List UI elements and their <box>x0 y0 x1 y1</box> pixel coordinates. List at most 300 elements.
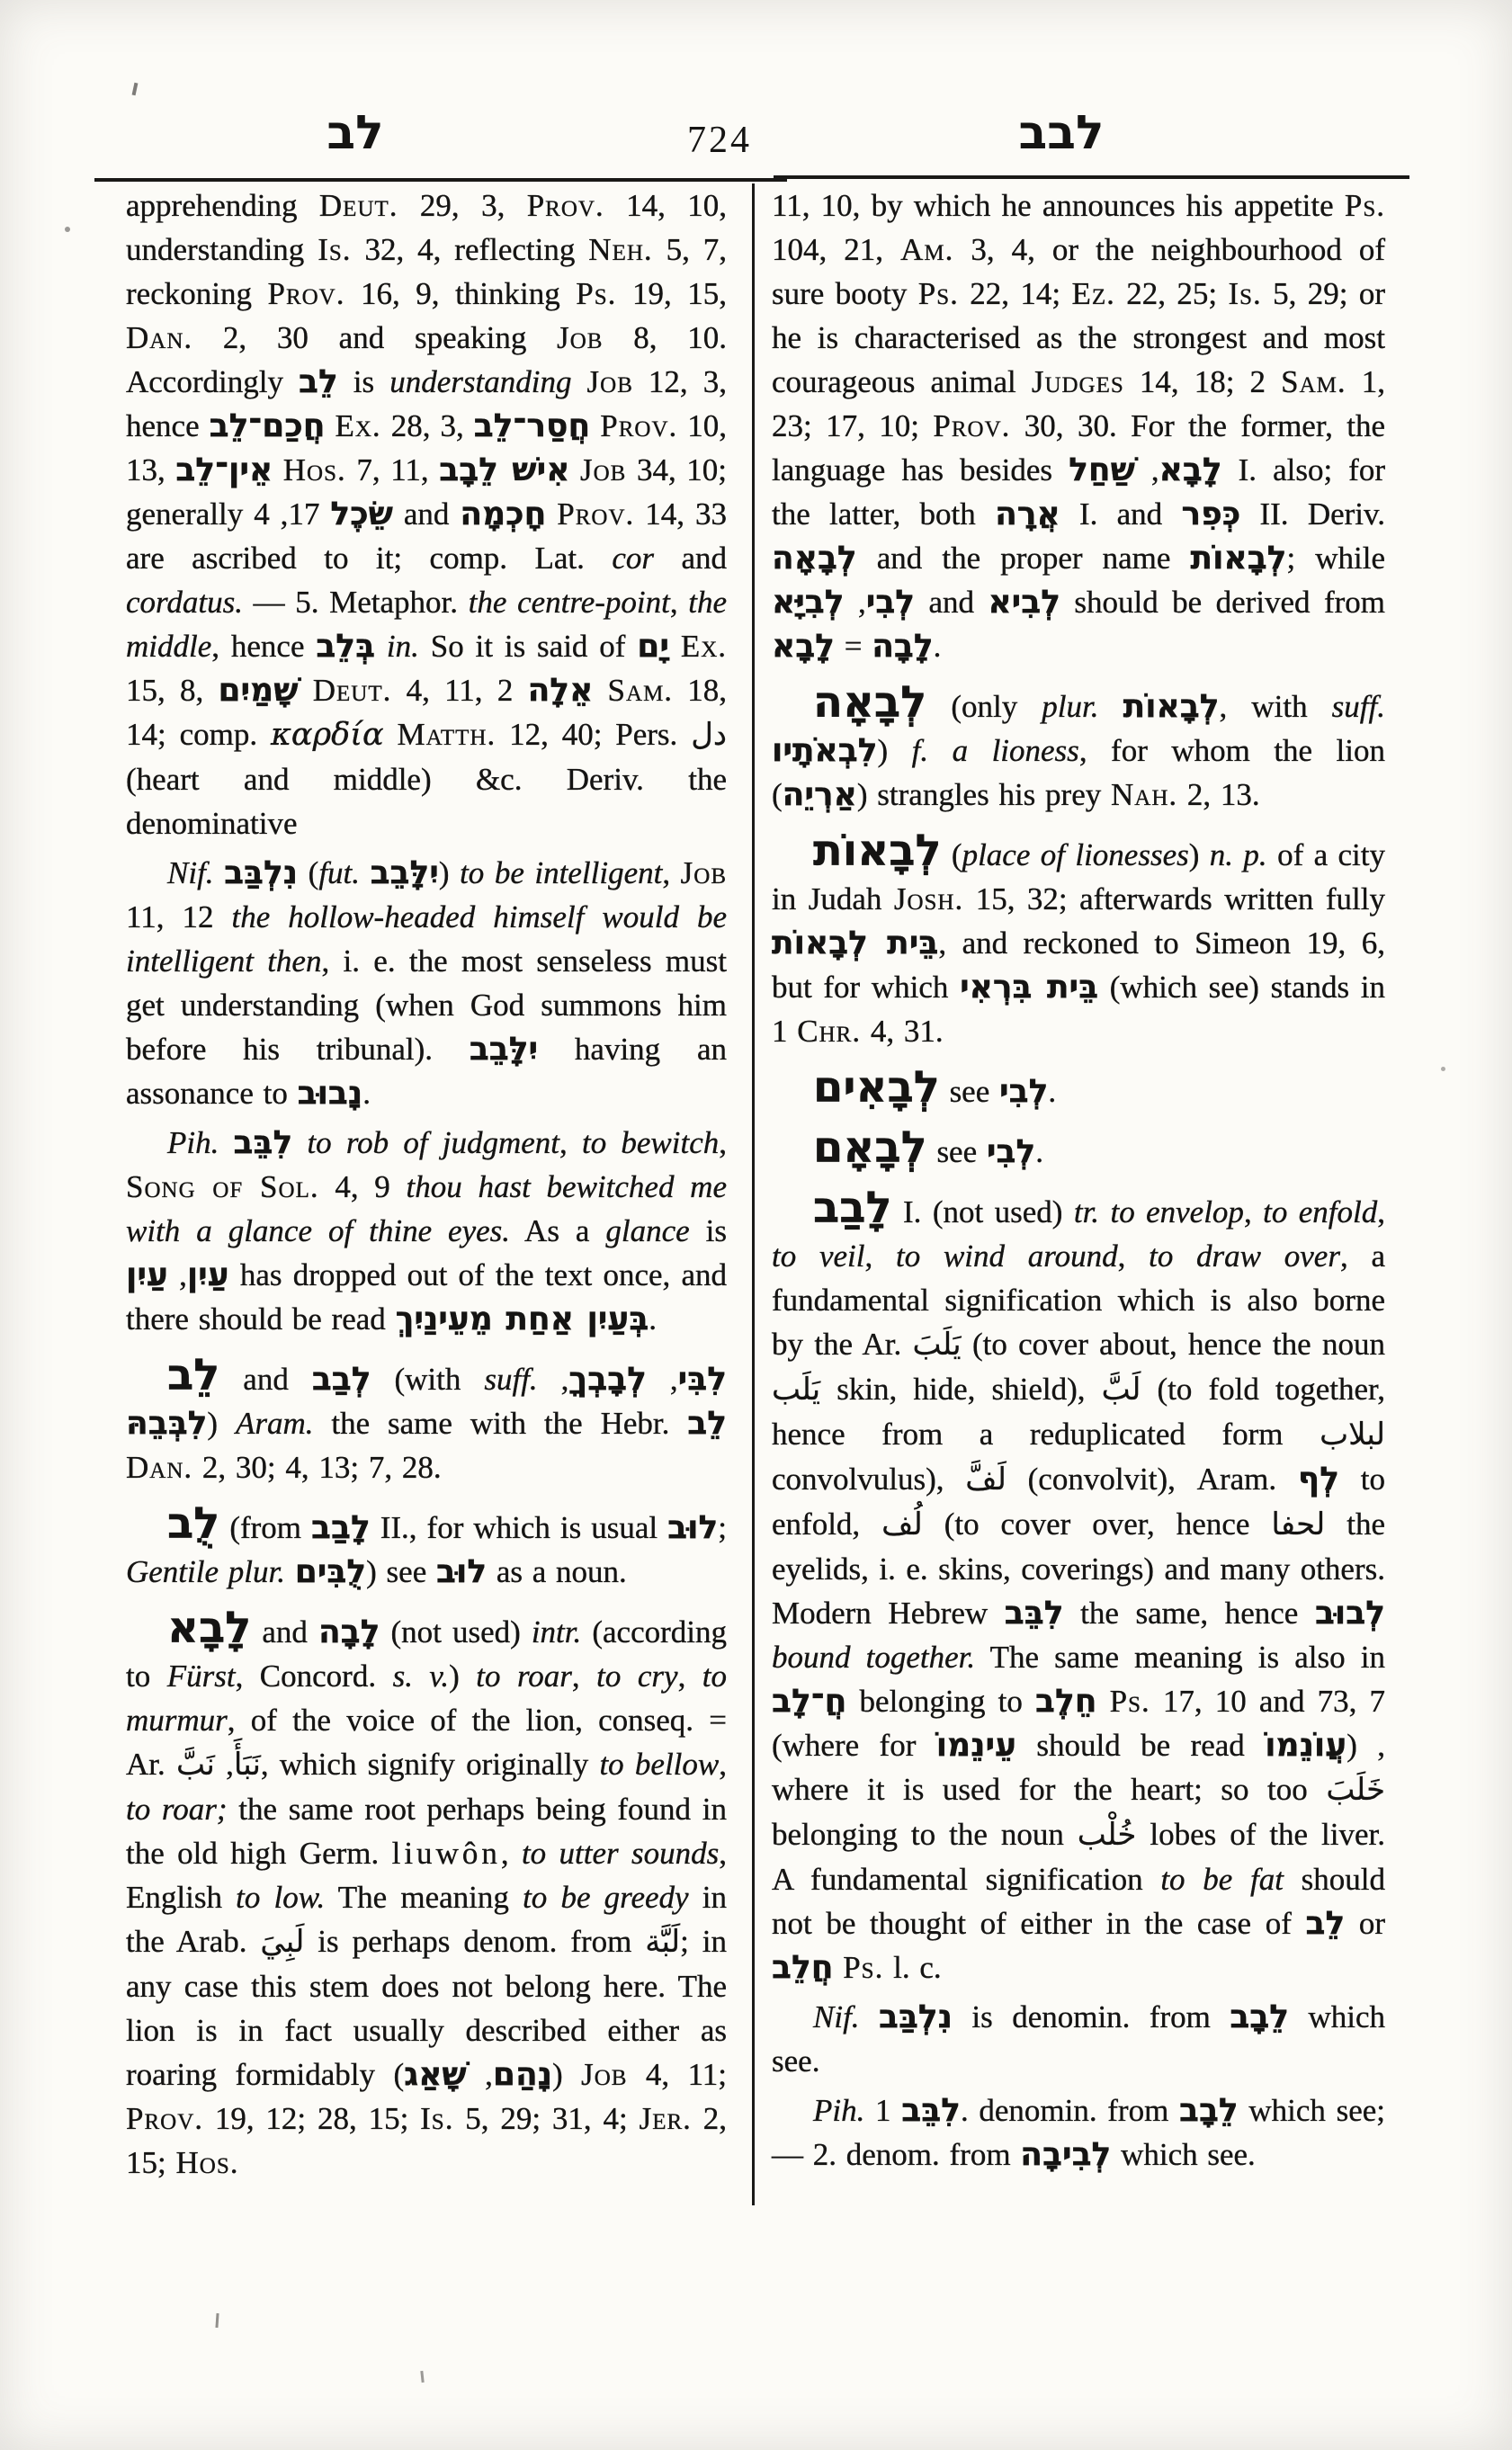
text-run: 5, 7, reckoning <box>126 232 727 311</box>
text-run <box>273 452 283 487</box>
text-run: see <box>926 1134 987 1169</box>
scripture-reference: Job <box>580 452 627 487</box>
text-run: l. c. <box>883 1950 942 1985</box>
scan-speck <box>420 2371 424 2383</box>
hebrew-text-run: לְבִיא <box>988 583 1060 621</box>
arabic-text-run: لحفا <box>1271 1507 1326 1542</box>
text-run: to veil <box>772 1238 865 1274</box>
text-run: skin, hide, shield), <box>820 1372 1102 1407</box>
text-run: the eyelids, i. e. skins, coverings) and many others. Modern Hebrew <box>772 1507 1386 1631</box>
text-run <box>538 1362 561 1397</box>
text-run: , <box>560 1362 569 1397</box>
text-run: (not used) <box>380 1614 532 1650</box>
text-run: to bellow <box>599 1747 720 1782</box>
text-run: 2, 13. <box>1177 777 1260 812</box>
text-run: convolvulus), <box>772 1462 966 1497</box>
text-run: (which see) stands in 1 <box>772 970 1385 1049</box>
text-run: 11, 10, by which he announces his appetite <box>772 188 1345 223</box>
text-run: fut. <box>318 855 361 890</box>
header-catchword-left: לב <box>327 105 384 160</box>
text-run: (convolvit), Aram. <box>1006 1462 1298 1497</box>
text-run: to roar <box>476 1659 572 1694</box>
text-run: belonging to the noun <box>772 1817 1078 1852</box>
text-run: understanding <box>389 364 572 399</box>
text-run: , <box>646 1362 678 1397</box>
text-run: , which signify originally <box>260 1747 600 1782</box>
scripture-reference: Job <box>557 320 604 355</box>
hebrew-text-run: עַיִן <box>186 1256 229 1293</box>
text-run: 17, 4 and <box>254 496 461 532</box>
scripture-reference: Ps. <box>1344 188 1385 223</box>
text-run: , and reckoned to Simeon 19, 6, but for which <box>772 925 1386 1005</box>
hebrew-headword: לֵב <box>167 1350 220 1400</box>
text-run: = <box>834 629 872 664</box>
text-run <box>864 2093 875 2128</box>
text-run: f. a lioness <box>911 733 1079 768</box>
text-run: , <box>719 1125 727 1160</box>
scripture-reference: Ps. <box>917 276 959 311</box>
text-run: s. v. <box>392 1659 450 1694</box>
text-run: 19, 12; 28, 15; <box>203 2101 421 2136</box>
scan-speck <box>132 83 139 96</box>
arabic-text-run: لَفَّ <box>965 1462 1007 1498</box>
text-run: (to fold together, hence from a reduplicated form <box>772 1372 1386 1452</box>
text-run <box>375 629 387 664</box>
text-run: to wind around <box>895 1238 1118 1274</box>
text-run: ) see <box>366 1554 436 1589</box>
text-run: and <box>251 1614 318 1650</box>
text-run: should be derived from <box>1060 585 1385 620</box>
text-run: tr. to envelop <box>1073 1194 1244 1229</box>
hebrew-text-run: עֵינֵמוֹ <box>935 1726 1017 1764</box>
text-run: Fürst <box>166 1659 236 1694</box>
hebrew-text-run: נָהַם <box>492 2055 553 2093</box>
text-run: the same with the Hebr. <box>313 1406 688 1441</box>
entry-paragraph <box>772 1183 1386 1990</box>
text-run: ; <box>718 1510 727 1545</box>
entry-paragraph <box>772 1122 1385 1174</box>
scripture-reference: Is. <box>318 232 352 267</box>
scripture-reference: Is. <box>420 2101 454 2136</box>
hebrew-text-run: לֵב <box>1305 1904 1346 1942</box>
hebrew-text-run: לֵב <box>299 362 338 400</box>
text-run: and the proper name <box>856 541 1191 576</box>
text-run <box>571 364 586 399</box>
text-run: and <box>654 541 727 576</box>
scripture-reference: Neh. <box>588 232 653 267</box>
text-run: 30, 30. For the former, the language has besides <box>772 408 1386 487</box>
text-run: should be read <box>1016 1728 1266 1763</box>
arabic-text-run: لبلاب <box>1320 1417 1385 1453</box>
text-run: the hollow-headed himself would be intelligent then <box>126 899 728 979</box>
text-run: ) <box>552 2057 582 2092</box>
hebrew-text-run: לְבָבְךָ <box>568 1360 647 1398</box>
text-run: , English <box>126 1836 727 1915</box>
hebrew-text-run: לִבֵּב <box>901 2091 961 2129</box>
text-run <box>860 1999 879 2034</box>
text-run: , a fundamental signification which is also borne by the Ar. <box>772 1238 1385 1362</box>
text-run: , <box>719 1747 727 1782</box>
hebrew-headword: לְבָאָה <box>813 677 927 728</box>
text-run: 3, 4, or the neighbourhood of sure booty <box>772 232 1385 311</box>
text-run: (from <box>219 1510 312 1545</box>
hebrew-text-run: שָׁמַיִם <box>218 671 299 709</box>
hebrew-text-run: לְבָאוֹת <box>1190 539 1287 577</box>
text-run: to low. <box>236 1880 326 1915</box>
text-run <box>292 1125 307 1160</box>
hebrew-text-run: כְּפִר <box>1181 495 1241 532</box>
header-rule-right <box>774 175 1409 179</box>
text-run: having an assonance to <box>126 1032 727 1111</box>
text-run: is <box>337 364 390 399</box>
scripture-reference: Jer. <box>639 2101 692 2136</box>
text-run: lobes of the liver. A fundamental signification <box>772 1817 1385 1897</box>
hebrew-text-run: לְבִי <box>986 1132 1036 1170</box>
scripture-reference: Prov. <box>933 408 1011 443</box>
arabic-text-run: يَلَبَ <box>912 1327 962 1363</box>
hebrew-text-run: חֲ־לָב <box>772 1682 847 1720</box>
text-run: . <box>649 1301 658 1337</box>
text-run: 4, 11; <box>627 2057 728 2092</box>
hebrew-text-run: יָם <box>637 627 669 665</box>
text-run: , <box>662 855 681 890</box>
text-run: n. p. <box>1209 837 1267 872</box>
scripture-reference: Matth. <box>397 717 497 752</box>
scripture-reference: Deut. <box>318 188 398 223</box>
hebrew-text-run: לְבוּב <box>1314 1594 1385 1632</box>
text-run <box>285 1554 295 1589</box>
hebrew-text-run: בֵּית לְבָאוֹת <box>772 924 939 961</box>
hebrew-text-run: שֵׂכֶל <box>330 495 393 532</box>
text-run: 2, 15; <box>126 2101 728 2180</box>
scripture-reference: Judges <box>1031 364 1124 399</box>
text-run: which see. <box>1111 2137 1256 2172</box>
text-run: to enfold, <box>772 1462 1385 1542</box>
text-run: cor <box>612 541 654 576</box>
hebrew-text-run: לוּב <box>667 1508 719 1546</box>
scripture-reference: Prov. <box>526 188 604 223</box>
paragraph <box>772 2088 1385 2177</box>
hebrew-headword: לְבָאוֹת <box>813 826 942 876</box>
text-run: ) <box>207 1406 236 1441</box>
text-run: (only <box>926 689 1042 724</box>
hebrew-text-run: לִבֵּב <box>233 1123 293 1161</box>
header-catchword-right: לבב <box>1018 105 1105 160</box>
left-column <box>126 183 727 2185</box>
text-run: suff. <box>484 1362 538 1397</box>
text-run: 4, 31. <box>861 1014 944 1049</box>
scripture-reference: Josh. <box>893 881 964 917</box>
text-run <box>546 496 557 532</box>
text-run <box>360 855 371 890</box>
hebrew-text-run: אֵלָה <box>527 671 594 709</box>
text-run: 14, 33 are ascribed to it; comp. Lat. <box>126 496 727 576</box>
text-run: . <box>362 1076 371 1111</box>
text-run: belonging to <box>846 1684 1036 1719</box>
text-run: 22, 25; <box>1114 276 1229 311</box>
hebrew-text-run: לְף <box>1297 1460 1339 1498</box>
hebrew-text-run: שַׁחַל <box>1069 451 1135 488</box>
text-run <box>219 1125 233 1160</box>
text-run: So it is said of <box>418 629 638 664</box>
text-run: the same, hence <box>1063 1596 1315 1631</box>
text-run: . <box>1035 1134 1043 1169</box>
arabic-text-run: خَلَبَ <box>1326 1772 1385 1808</box>
text-run: as a noun. <box>487 1554 627 1589</box>
hebrew-text-run: בְּעַיִן אַחַת מֵעֵינַיִךְ <box>395 1300 649 1337</box>
hebrew-text-run: לִבְּבֵהּ <box>126 1404 208 1442</box>
text-run: to draw over <box>1149 1238 1340 1274</box>
text-run: , <box>214 1747 234 1782</box>
text-run: Nif. <box>167 855 214 890</box>
text-run: ) strangles his prey <box>856 777 1111 812</box>
text-run: 2, 30 and speaking <box>192 320 558 355</box>
text-run: Aram. <box>235 1406 314 1441</box>
scripture-reference: Prov. <box>267 276 345 311</box>
text-run: (with <box>371 1362 485 1397</box>
scripture-reference: Prov. <box>557 496 635 532</box>
text-run: , <box>1377 1194 1385 1229</box>
text-run: 12, 40; Pers. <box>496 717 692 752</box>
text-run: is perhaps denom. from <box>304 1924 646 1959</box>
hebrew-text-run: לִבֵּב <box>1004 1594 1064 1632</box>
text-run: , for whom the lion ( <box>772 733 1385 812</box>
text-run: apprehending <box>126 188 319 223</box>
page-number: 724 <box>687 120 752 161</box>
entry-paragraph <box>772 1062 1385 1113</box>
text-run: 18, 14; comp. <box>126 673 728 752</box>
text-run: , <box>167 1257 187 1292</box>
header-rule-left <box>94 178 787 182</box>
hebrew-text-run: יִלָּבֵב <box>469 1030 539 1068</box>
text-run: 17, 10 and 73, 7 (where for <box>772 1684 1385 1763</box>
paragraph <box>126 1121 727 1341</box>
text-run: , <box>669 585 689 620</box>
hebrew-text-run: לָבַב <box>311 1508 371 1546</box>
hebrew-headword: לֻב <box>167 1498 220 1549</box>
hebrew-text-run: לְבַב <box>311 1360 371 1398</box>
paragraph <box>126 851 727 1115</box>
text-run: , <box>1117 1238 1150 1274</box>
text-run <box>1099 689 1123 724</box>
text-run: I. (not used) <box>891 1194 1074 1229</box>
text-run <box>325 408 335 443</box>
hebrew-text-run: לֵבָב <box>1230 1998 1290 2035</box>
text-run: ) , where it is used for the heart; so too <box>772 1728 1386 1807</box>
hebrew-text-run: לֻבִּים <box>294 1552 367 1590</box>
text-run: (to cover about, hence the noun <box>961 1327 1386 1362</box>
scripture-reference: Dan. <box>126 1450 193 1485</box>
text-run: 10, 13, <box>126 408 728 487</box>
text-run: As a <box>510 1213 606 1248</box>
arabic-text-run: يَلَب <box>772 1372 821 1408</box>
scripture-reference: Hos. <box>282 452 346 487</box>
scripture-reference: Hos. <box>175 2145 239 2180</box>
hebrew-text-run: אֵין־לֵב <box>175 451 273 488</box>
text-run: II. Deriv. <box>1240 496 1385 532</box>
text-run: place of lionesses <box>962 837 1189 872</box>
scripture-reference: Deut. <box>312 673 392 708</box>
hebrew-text-run: לָבָה <box>872 627 934 665</box>
text-run: Gentile plur. <box>126 1554 285 1589</box>
text-run: 14, 10, understanding <box>126 188 728 267</box>
scripture-reference: Prov. <box>126 2101 203 2136</box>
text-run: , with <box>1219 689 1332 724</box>
text-run: 32, 4, reflecting <box>351 232 589 267</box>
text-run: ) <box>877 733 912 768</box>
scripture-reference: Ez. <box>1071 276 1115 311</box>
text-run: liuwôn <box>391 1836 501 1871</box>
text-run: 5, 29; or he is characterised as the strongest and most courageous animal <box>772 276 1385 399</box>
text-run <box>384 717 398 752</box>
scripture-reference: Job <box>581 2057 628 2092</box>
text-run: which see; — 2. denom. from <box>772 2093 1386 2172</box>
text-run: 12, 3, hence <box>126 364 727 443</box>
text-run: to be fat <box>1160 1862 1284 1897</box>
text-run: 7, 11, <box>345 452 440 487</box>
column-divider <box>752 183 755 2205</box>
hebrew-text-run: לוּב <box>436 1552 488 1590</box>
hebrew-text-run: לָבָה <box>318 1613 380 1650</box>
hebrew-text-run: בֵּית בִּרְאִי <box>960 968 1099 1006</box>
text-run: to roar; <box>126 1792 228 1827</box>
hebrew-headword: לָבָא <box>167 1603 252 1653</box>
text-run: I. also; for the latter, both <box>772 452 1385 532</box>
text-run: — 5. Metaphor. <box>242 585 469 620</box>
arabic-text-run: دل <box>691 717 728 753</box>
text-run: I. and <box>1060 496 1182 532</box>
scripture-reference: Ps. <box>1109 1684 1150 1719</box>
text-run: 15, 8, <box>126 673 219 708</box>
hebrew-text-run: לֵבָב <box>1179 2091 1239 2129</box>
hebrew-text-run: נִלְבַּב <box>878 1998 953 2035</box>
hebrew-text-run: יִלָּבֵב <box>370 854 439 891</box>
text-run <box>590 408 600 443</box>
entry-paragraph <box>126 1350 727 1489</box>
text-run <box>833 1950 843 1985</box>
text-run <box>669 629 681 664</box>
text-run: or <box>1345 1906 1385 1941</box>
hebrew-headword: לְבָאָם <box>813 1122 927 1173</box>
arabic-text-run: نَبَّ <box>175 1747 215 1783</box>
text-run: thou hast bewitched me with a glance of thine eyes. <box>126 1169 727 1248</box>
text-run: which see. <box>772 1999 1385 2079</box>
hebrew-text-run: חָכְמָה <box>460 495 547 532</box>
text-run: , <box>677 1659 702 1694</box>
text-run: is denomin. from <box>953 1999 1230 2034</box>
text-run: Pih. <box>167 1125 219 1160</box>
hebrew-text-run: אִישׁ לֵבָב <box>439 451 570 488</box>
text-run: ( <box>298 855 319 890</box>
scripture-reference: Nah. <box>1110 777 1178 812</box>
text-run: to bewitch <box>581 1125 720 1160</box>
arabic-text-run: لُف <box>881 1507 923 1542</box>
text-run: Nif. <box>813 1999 860 2034</box>
text-run: , hence <box>211 629 317 664</box>
text-run: 16, 9, thinking <box>344 276 577 311</box>
hebrew-text-run: חֲכַם־לֵב <box>209 407 326 444</box>
text-run: ) <box>438 855 461 890</box>
hebrew-text-run: שָׁאַג <box>404 2055 467 2093</box>
arabic-text-run: لَبَّة <box>645 1924 681 1960</box>
hebrew-text-run: חֲסַר־לֵב <box>473 407 591 444</box>
text-run: 19, 15, <box>616 276 727 311</box>
text-run: bound together. <box>772 1640 976 1675</box>
text-run: , <box>466 2057 493 2092</box>
hebrew-headword: לָבַב <box>813 1183 892 1233</box>
hebrew-text-run: נָבוּב <box>297 1074 363 1112</box>
text-run: 104, 21, <box>772 232 901 267</box>
text-run: , <box>1134 452 1159 487</box>
arabic-text-run: نَبَأَ <box>233 1747 261 1783</box>
text-run: ) <box>1188 837 1210 872</box>
text-run: 22, 14; <box>958 276 1072 311</box>
right-column <box>772 183 1385 2177</box>
text-run: ; while <box>1286 541 1386 576</box>
arabic-text-run: لَبِيَ <box>260 1924 305 1960</box>
text-run: , <box>571 1659 597 1694</box>
text-run: has dropped out of the text once, and there should be read <box>126 1257 727 1337</box>
scripture-reference: Sam. <box>607 673 674 708</box>
text-run: (heart and middle) &c. Deriv. the denominative <box>126 762 727 841</box>
text-run: 4, 9 <box>318 1169 407 1204</box>
text-run: to be intelligent <box>460 855 663 890</box>
text-run: II., for which is usual <box>370 1510 668 1545</box>
text-run: 14, 18; 2 <box>1123 364 1282 399</box>
paragraph <box>126 183 727 845</box>
text-run: , <box>1243 1194 1264 1229</box>
text-run: plur. <box>1042 689 1099 724</box>
entry-paragraph <box>126 1498 727 1594</box>
hebrew-text-run: לְבִיָּא <box>772 583 845 621</box>
hebrew-text-run: בְּלֵב <box>316 627 376 665</box>
text-run: to rob of judgment <box>307 1125 560 1160</box>
text-run: 4, 11, <box>391 673 497 708</box>
text-run: of a city in Judah <box>772 837 1386 917</box>
scripture-reference: Ps. <box>576 276 617 311</box>
text-run: should not be thought of either in the case of <box>772 1862 1385 1941</box>
text-run: , <box>500 1836 522 1871</box>
scripture-reference: Ps. <box>843 1950 884 1985</box>
scan-speck <box>1441 1067 1445 1071</box>
text-run: in. <box>386 629 419 664</box>
text-run: to be greedy <box>523 1880 689 1915</box>
scripture-reference: Dan. <box>126 320 193 355</box>
text-run: 2, 30; 4, 13; 7, 28. <box>192 1450 442 1485</box>
scripture-reference: Job <box>680 855 727 890</box>
text-run: (according to <box>126 1614 727 1694</box>
text-run: 29, 3, <box>398 188 527 223</box>
text-run: to cry <box>596 1659 678 1694</box>
text-run: 28, 3, <box>380 408 474 443</box>
text-run: The meaning <box>325 1880 523 1915</box>
text-run: . <box>933 629 942 664</box>
text-run: ; in any case this stem does not belong here. The lion is in fact usually described either as roaring formidably ( <box>126 1924 728 2092</box>
hebrew-text-run: לָבָא <box>1159 451 1222 488</box>
greek-text-run: καρδία <box>270 717 384 753</box>
text-run: , <box>559 1125 582 1160</box>
scripture-reference: Am. <box>900 232 954 267</box>
entry-paragraph <box>126 1603 728 2185</box>
hebrew-text-run: עַיִן <box>126 1256 168 1293</box>
text-run <box>1097 1684 1110 1719</box>
hebrew-text-run: לֵב <box>687 1404 727 1442</box>
paragraph <box>772 183 1385 668</box>
hebrew-text-run: לָבָא <box>772 627 835 665</box>
text-run: glance <box>605 1213 690 1248</box>
hebrew-text-run: אֲרָה <box>995 495 1060 532</box>
text-run: 15, 32; afterwards written fully <box>963 881 1385 917</box>
